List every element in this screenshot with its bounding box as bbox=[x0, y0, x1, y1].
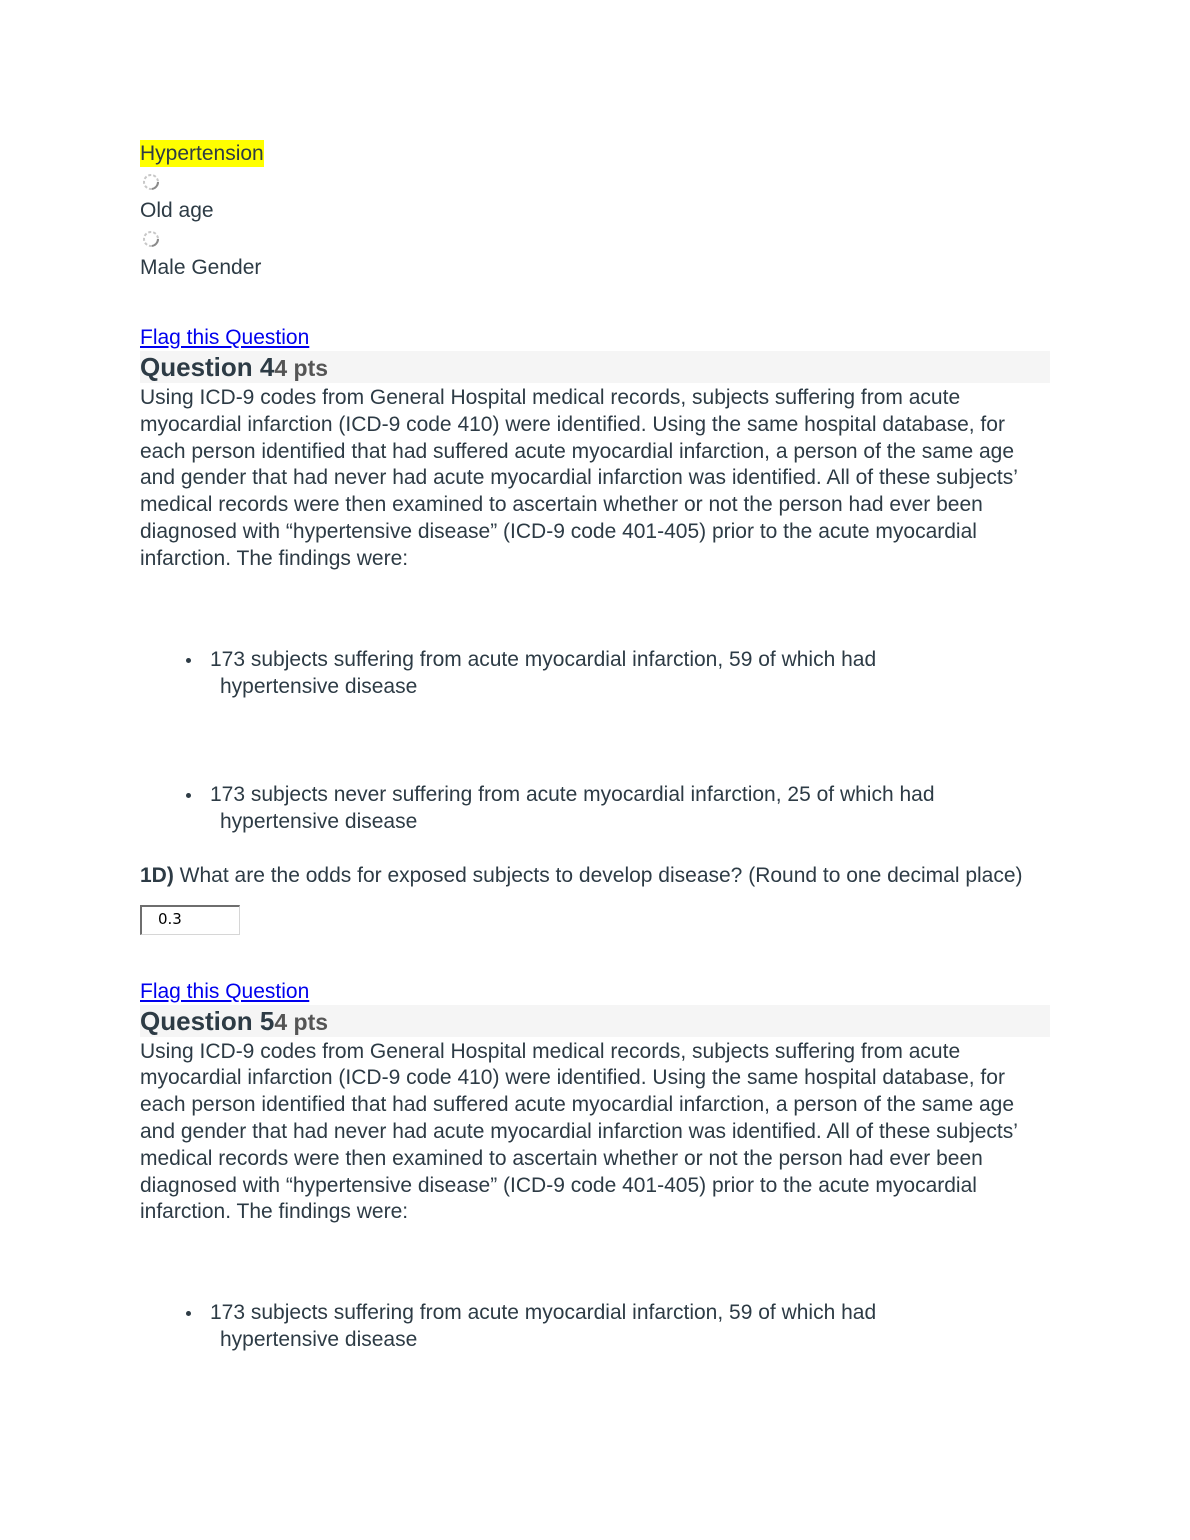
list-item bbox=[140, 646, 1050, 700]
finding-line-2: hypertensive disease bbox=[220, 1328, 418, 1352]
flag-question-link[interactable]: Flag this Question bbox=[140, 979, 310, 1003]
question-title: Question 5 bbox=[140, 1005, 275, 1036]
bullet-icon bbox=[186, 793, 191, 798]
question-prompt bbox=[140, 862, 1050, 889]
answer-option-old-age[interactable]: Old age bbox=[140, 199, 214, 222]
radio-loading-icon[interactable] bbox=[142, 230, 160, 248]
radio-loading-icon[interactable] bbox=[142, 173, 160, 191]
finding-line-1: 173 subjects never suffering from acute myocardial infarction, 25 of which had bbox=[210, 782, 935, 806]
bullet-icon bbox=[186, 658, 191, 663]
answer-option-male-gender[interactable]: Male Gender bbox=[140, 256, 262, 279]
question-header bbox=[140, 1005, 1050, 1037]
finding-line-2: hypertensive disease bbox=[220, 809, 418, 833]
answer-option-hypertension[interactable] bbox=[140, 140, 1050, 167]
finding-line-2: hypertensive disease bbox=[220, 674, 418, 698]
list-item bbox=[140, 1299, 1050, 1353]
question-points: 4 pts bbox=[274, 355, 329, 381]
question-text: Using ICD-9 codes from General Hospital medical records, subjects suffering from acute myocardial infarction (ICD-9 code 410) were identified. Using the same hospital database, for each person identified that had suffered acute myocardial infarction, a person of the same age and gender that had never had acute myocardial infarction was identified. All of these subjects’ medical records were then examined to ascertain whether or not the person had ever been diagnosed with “hypertensive disease” (ICD-9 code 401-405) prior to the acute myocardial infarction. The findings were: bbox=[140, 386, 1018, 570]
quiz-page bbox=[140, 140, 1050, 1353]
bullet-icon bbox=[186, 1311, 191, 1316]
question-points: 4 pts bbox=[274, 1008, 329, 1035]
option-label: Hypertension bbox=[140, 142, 264, 165]
prompt-label: 1D) bbox=[140, 863, 174, 887]
question-header bbox=[140, 351, 1050, 383]
prompt-text: What are the odds for exposed subjects to develop disease? (Round to one decimal place) bbox=[173, 863, 1023, 887]
findings-list bbox=[140, 646, 1050, 835]
question-text: Using ICD-9 codes from General Hospital medical records, subjects suffering from acute myocardial infarction (ICD-9 code 410) were identified. Using the same hospital database, for each person identified that had suffered acute myocardial infarction, a person of the same age and gender that had never had acute myocardial infarction was identified. All of these subjects’ medical records were then examined to ascertain whether or not the person had ever been diagnosed with “hypertensive disease” (ICD-9 code 401-405) prior to the acute myocardial infarction. The findings were: bbox=[140, 1039, 1018, 1224]
flag-question-link[interactable]: Flag this Question bbox=[140, 326, 310, 349]
question-title: Question 4 bbox=[140, 352, 275, 382]
finding-line-1: 173 subjects suffering from acute myocardial infarction, 59 of which had bbox=[210, 647, 877, 671]
finding-line-1: 173 subjects suffering from acute myocardial infarction, 59 of which had bbox=[210, 1301, 877, 1325]
findings-list bbox=[140, 1299, 1050, 1353]
answer-input[interactable]: 0.3 bbox=[140, 905, 240, 935]
list-item bbox=[140, 781, 1050, 835]
